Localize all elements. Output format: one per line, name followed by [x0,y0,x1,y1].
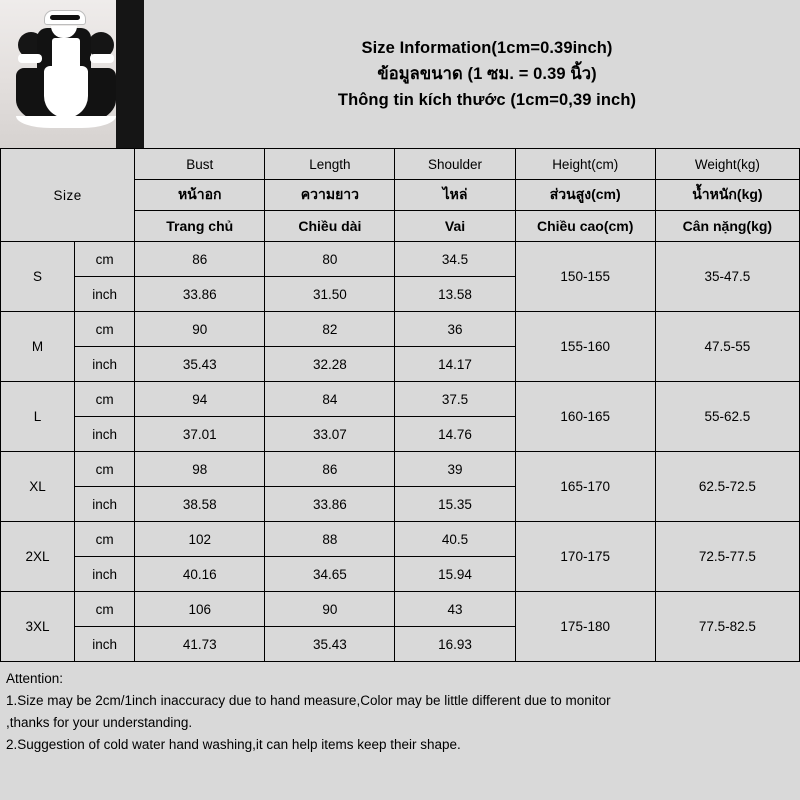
maid-dress-illustration [10,8,122,140]
col-header-weight-en: Weight(kg) [655,149,799,180]
table-row [1,242,800,277]
shoulder-cm: 40.5 [395,522,515,557]
title-block [144,0,800,148]
bust-inch: 33.86 [135,277,265,312]
bust-inch: 40.16 [135,557,265,592]
col-header-bust-en: Bust [135,149,265,180]
height-range: 160-165 [515,382,655,452]
shoulder-inch: 16.93 [395,627,515,662]
size-header-label: Size [1,149,135,242]
bust-cm: 98 [135,452,265,487]
bust-cm: 102 [135,522,265,557]
length-cm: 82 [265,312,395,347]
shoulder-cm: 43 [395,592,515,627]
col-header-shoulder-vi: Vai [395,211,515,242]
length-inch: 34.65 [265,557,395,592]
header-area [0,0,800,148]
weight-range: 35-47.5 [655,242,799,312]
bust-inch: 38.58 [135,487,265,522]
col-header-height-th: ส่วนสูง(cm) [515,180,655,211]
bust-inch: 35.43 [135,347,265,382]
bust-cm: 106 [135,592,265,627]
shoulder-inch: 15.35 [395,487,515,522]
attention-heading: Attention: [6,671,64,686]
unit-inch: inch [75,487,135,522]
size-name: 3XL [1,592,75,662]
size-name: L [1,382,75,452]
length-inch: 35.43 [265,627,395,662]
product-photo [0,0,144,148]
unit-cm: cm [75,382,135,417]
size-name: 2XL [1,522,75,592]
shoulder-cm: 39 [395,452,515,487]
col-header-height-vi: Chiều cao(cm) [515,211,655,242]
unit-cm: cm [75,242,135,277]
unit-cm: cm [75,522,135,557]
col-header-length-en: Length [265,149,395,180]
weight-range: 62.5-72.5 [655,452,799,522]
table-row [1,522,800,557]
unit-inch: inch [75,557,135,592]
col-header-weight-vi: Cân nặng(kg) [655,211,799,242]
length-inch: 32.28 [265,347,395,382]
height-range: 170-175 [515,522,655,592]
bust-cm: 94 [135,382,265,417]
size-name: M [1,312,75,382]
length-inch: 33.86 [265,487,395,522]
unit-inch: inch [75,417,135,452]
height-range: 150-155 [515,242,655,312]
table-row [1,382,800,417]
height-range: 155-160 [515,312,655,382]
weight-range: 77.5-82.5 [655,592,799,662]
attention-line-3: 2.Suggestion of cold water hand washing,it can help items keep their shape. [6,736,461,752]
col-header-bust-vi: Trang chủ [135,211,265,242]
shoulder-inch: 15.94 [395,557,515,592]
shoulder-cm: 34.5 [395,242,515,277]
length-cm: 88 [265,522,395,557]
shoulder-inch: 14.17 [395,347,515,382]
length-inch: 33.07 [265,417,395,452]
hem-shape [16,116,116,128]
attention-line-2: ,thanks for your understanding. [6,714,193,730]
col-header-weight-th: น้ำหนัก(kg) [655,180,799,211]
table-row [1,592,800,627]
left-cuff-shape [18,54,42,63]
headband-shape [44,10,86,25]
unit-cm: cm [75,312,135,347]
weight-range: 47.5-55 [655,312,799,382]
size-table [0,148,800,662]
title-english: Size Information(1cm=0.39inch) [361,38,613,57]
unit-inch: inch [75,627,135,662]
col-header-shoulder-th: ไหล่ [395,180,515,211]
length-cm: 90 [265,592,395,627]
bust-cm: 86 [135,242,265,277]
unit-cm: cm [75,592,135,627]
title-thai: ข้อมูลขนาด (1 ซม. = 0.39 นิ้ว) [377,64,597,83]
length-cm: 84 [265,382,395,417]
length-cm: 80 [265,242,395,277]
length-cm: 86 [265,452,395,487]
unit-cm: cm [75,452,135,487]
shoulder-cm: 36 [395,312,515,347]
bust-cm: 90 [135,312,265,347]
attention-section [0,662,800,755]
shoulder-cm: 37.5 [395,382,515,417]
length-inch: 31.50 [265,277,395,312]
title-vietnamese: Thông tin kích thước (1cm=0,39 inch) [337,91,637,110]
col-header-length-th: ความยาว [265,180,395,211]
header-row-english [1,149,800,180]
bust-inch: 37.01 [135,417,265,452]
attention-line-1: 1.Size may be 2cm/1inch inaccuracy due to hand measure,Color may be little different due to monitor [6,692,611,708]
col-header-height-en: Height(cm) [515,149,655,180]
height-range: 175-180 [515,592,655,662]
col-header-bust-th: หน้าอก [135,180,265,211]
table-row [1,312,800,347]
col-header-shoulder-en: Shoulder [395,149,515,180]
weight-range: 72.5-77.5 [655,522,799,592]
height-range: 165-170 [515,452,655,522]
unit-inch: inch [75,347,135,382]
shoulder-inch: 14.76 [395,417,515,452]
weight-range: 55-62.5 [655,382,799,452]
size-name: S [1,242,75,312]
unit-inch: inch [75,277,135,312]
table-row [1,452,800,487]
col-header-length-vi: Chiều dài [265,211,395,242]
right-cuff-shape [90,54,114,63]
apron-shape [44,66,88,118]
bust-inch: 41.73 [135,627,265,662]
size-name: XL [1,452,75,522]
shoulder-inch: 13.58 [395,277,515,312]
